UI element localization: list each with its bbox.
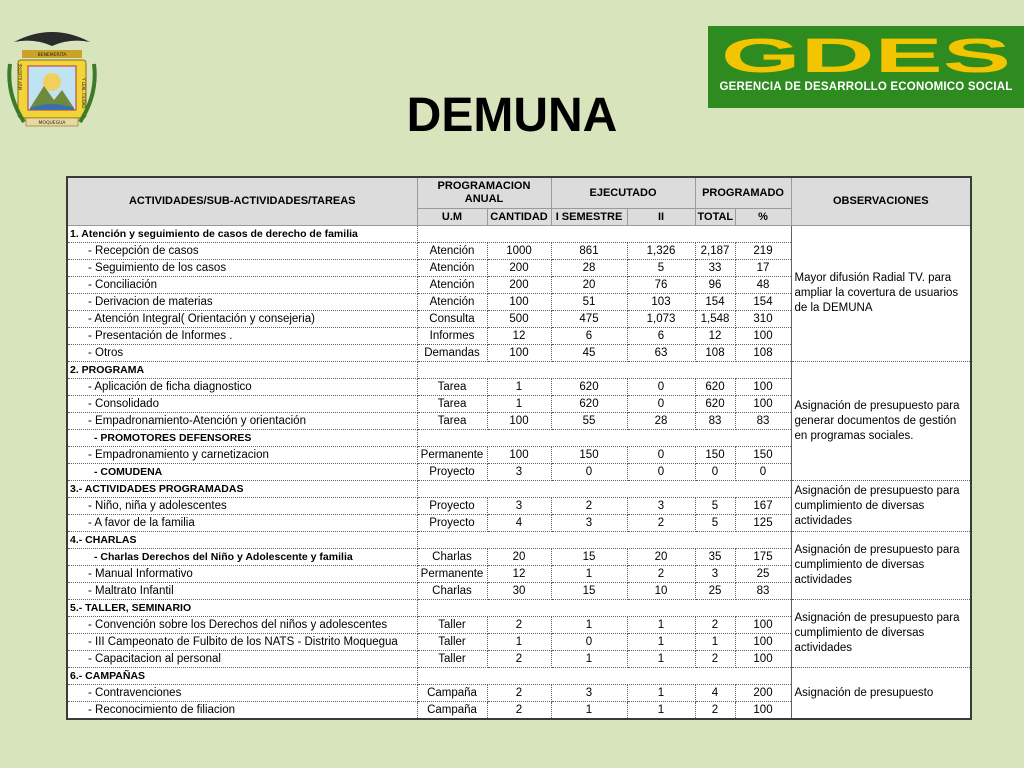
second-semester-cell: 28 [627, 413, 695, 430]
second-semester-cell: 1 [627, 617, 695, 634]
gdes-wordmark-logo [718, 34, 1014, 76]
observation-cell: Asignación de presupuesto para generar documentos de gestión en programas sociales. [791, 362, 971, 481]
section-title: 5.- TALLER, SEMINARIO [67, 600, 417, 617]
second-semester-cell: 1,073 [627, 311, 695, 328]
second-semester-cell: 2 [627, 566, 695, 583]
unit-cell: Atención [417, 260, 487, 277]
second-semester-cell: 1 [627, 634, 695, 651]
unit-cell: Taller [417, 651, 487, 668]
quantity-cell: 12 [487, 328, 551, 345]
first-semester-cell: 3 [551, 685, 627, 702]
total-cell: 154 [695, 294, 735, 311]
first-semester-cell: 15 [551, 583, 627, 600]
total-cell: 2 [695, 702, 735, 720]
total-cell: 620 [695, 379, 735, 396]
second-semester-cell: 20 [627, 549, 695, 566]
quantity-cell: 1000 [487, 243, 551, 260]
total-cell: 108 [695, 345, 735, 362]
second-semester-cell: 63 [627, 345, 695, 362]
second-semester-cell: 0 [627, 396, 695, 413]
total-cell: 2 [695, 617, 735, 634]
quantity-cell: 2 [487, 617, 551, 634]
unit-cell: Atención [417, 243, 487, 260]
percent-cell: 25 [735, 566, 791, 583]
unit-cell: Tarea [417, 413, 487, 430]
activity-label: - Recepción de casos [67, 243, 417, 260]
quantity-cell: 100 [487, 345, 551, 362]
table-body [67, 226, 971, 720]
quantity-cell: 2 [487, 685, 551, 702]
second-semester-cell: 10 [627, 583, 695, 600]
crest-top-text: BENEMERITA [37, 53, 67, 58]
first-semester-cell: 20 [551, 277, 627, 294]
section-blank-cell [417, 362, 791, 379]
first-semester-cell: 1 [551, 617, 627, 634]
first-semester-cell: 1 [551, 702, 627, 720]
unit-cell: Taller [417, 617, 487, 634]
first-semester-cell: 2 [551, 498, 627, 515]
first-semester-cell: 0 [551, 464, 627, 481]
quantity-cell: 1 [487, 634, 551, 651]
unit-cell: Charlas [417, 583, 487, 600]
first-semester-cell: 1 [551, 651, 627, 668]
percent-cell: 175 [735, 549, 791, 566]
unit-cell: Charlas [417, 549, 487, 566]
unit-cell: Taller [417, 634, 487, 651]
section-blank-cell [417, 481, 791, 498]
activity-label: - Charlas Derechos del Niño y Adolescente y familia [67, 549, 417, 566]
second-semester-cell: 1 [627, 651, 695, 668]
section-row [67, 668, 971, 685]
percent-cell: 108 [735, 345, 791, 362]
activity-label: - Seguimiento de los casos [67, 260, 417, 277]
total-cell: 1 [695, 634, 735, 651]
percent-cell: 17 [735, 260, 791, 277]
quantity-cell: 30 [487, 583, 551, 600]
quantity-cell: 2 [487, 702, 551, 720]
section-row [67, 481, 971, 498]
total-cell: 35 [695, 549, 735, 566]
gdes-wordmark-text: GDES [721, 34, 1011, 76]
section-row [67, 362, 971, 379]
percent-cell: 154 [735, 294, 791, 311]
total-cell: 0 [695, 464, 735, 481]
activity-label: - Derivacion de materias [67, 294, 417, 311]
percent-cell: 100 [735, 651, 791, 668]
section-blank-cell [417, 532, 791, 549]
unit-cell: Proyecto [417, 464, 487, 481]
activity-label: - Atención Integral( Orientación y consejeria) [67, 311, 417, 328]
total-cell: 3 [695, 566, 735, 583]
quantity-cell: 20 [487, 549, 551, 566]
percent-cell: 0 [735, 464, 791, 481]
activity-label: - Empadronamiento y carnetizacion [67, 447, 417, 464]
quantity-cell: 100 [487, 447, 551, 464]
first-semester-cell: 45 [551, 345, 627, 362]
quantity-cell: 500 [487, 311, 551, 328]
observation-cell: Asignación de presupuesto [791, 668, 971, 720]
gdes-subtitle: GERENCIA DE DESARROLLO ECONOMICO SOCIAL [719, 81, 1013, 93]
second-semester-cell: 3 [627, 498, 695, 515]
activity-label: - Capacitacion al personal [67, 651, 417, 668]
first-semester-cell: 6 [551, 328, 627, 345]
unit-cell: Tarea [417, 379, 487, 396]
unit-cell: Proyecto [417, 515, 487, 532]
quantity-cell: 200 [487, 277, 551, 294]
percent-cell: 200 [735, 685, 791, 702]
header-ejecutado: EJECUTADO [551, 177, 695, 209]
total-cell: 150 [695, 447, 735, 464]
percent-cell: 100 [735, 617, 791, 634]
section-blank-cell [417, 600, 791, 617]
second-semester-cell: 1 [627, 702, 695, 720]
first-semester-cell: 620 [551, 396, 627, 413]
unit-cell: Permanente [417, 566, 487, 583]
activity-label: - Niño, niña y adolescentes [67, 498, 417, 515]
percent-cell: 100 [735, 328, 791, 345]
total-cell: 12 [695, 328, 735, 345]
activity-label: - Conciliación [67, 277, 417, 294]
activity-label: - Manual Informativo [67, 566, 417, 583]
second-semester-cell: 103 [627, 294, 695, 311]
section-title: 1. Atención y seguimiento de casos de derecho de familia [67, 226, 417, 243]
section-blank-cell [417, 226, 791, 243]
first-semester-cell: 3 [551, 515, 627, 532]
total-cell: 1,548 [695, 311, 735, 328]
second-semester-cell: 0 [627, 379, 695, 396]
header-cantidad: CANTIDAD [487, 209, 551, 226]
quantity-cell: 200 [487, 260, 551, 277]
unit-cell: Campaña [417, 702, 487, 720]
first-semester-cell: 51 [551, 294, 627, 311]
header-activities: ACTIVIDADES/SUB-ACTIVIDADES/TAREAS [67, 177, 417, 226]
activity-label: - A favor de la familia [67, 515, 417, 532]
header-programacion: PROGRAMACION ANUAL [417, 177, 551, 209]
activity-label: - Consolidado [67, 396, 417, 413]
quantity-cell: 1 [487, 379, 551, 396]
empty-cell [417, 430, 791, 447]
unit-cell: Atención [417, 294, 487, 311]
first-semester-cell: 475 [551, 311, 627, 328]
header-observaciones: OBSERVACIONES [791, 177, 971, 226]
unit-cell: Campaña [417, 685, 487, 702]
activity-label: - Aplicación de ficha diagnostico [67, 379, 417, 396]
total-cell: 33 [695, 260, 735, 277]
total-cell: 4 [695, 685, 735, 702]
second-semester-cell: 2 [627, 515, 695, 532]
section-title: 6.- CAMPAÑAS [67, 668, 417, 685]
activity-label: - Presentación de Informes . [67, 328, 417, 345]
unit-cell: Proyecto [417, 498, 487, 515]
page-title: DEMUNA [406, 89, 618, 142]
quantity-cell: 3 [487, 464, 551, 481]
activity-label: - III Campeonato de Fulbito de los NATS - Distrito Moquegua [67, 634, 417, 651]
observation-cell: Asignación de presupuesto para cumplimiento de diversas actividades [791, 481, 971, 532]
percent-cell: 48 [735, 277, 791, 294]
activity-label: - Contravenciones [67, 685, 417, 702]
first-semester-cell: 150 [551, 447, 627, 464]
observation-cell: Asignación de presupuesto para cumplimiento de diversas actividades [791, 600, 971, 668]
percent-cell: 100 [735, 396, 791, 413]
activity-label: - PROMOTORES DEFENSORES [67, 430, 417, 447]
header-sem2: II [627, 209, 695, 226]
header-pct: % [735, 209, 791, 226]
unit-cell: Demandas [417, 345, 487, 362]
second-semester-cell: 1,326 [627, 243, 695, 260]
second-semester-cell: 5 [627, 260, 695, 277]
percent-cell: 150 [735, 447, 791, 464]
percent-cell: 83 [735, 413, 791, 430]
section-blank-cell [417, 668, 791, 685]
section-title: 4.- CHARLAS [67, 532, 417, 549]
activity-label: - Empadronamiento-Atención y orientación [67, 413, 417, 430]
quantity-cell: 4 [487, 515, 551, 532]
quantity-cell: 1 [487, 396, 551, 413]
second-semester-cell: 1 [627, 685, 695, 702]
quantity-cell: 2 [487, 651, 551, 668]
activity-label: - Maltrato Infantil [67, 583, 417, 600]
header-total: TOTAL [695, 209, 735, 226]
observation-cell: Asignación de presupuesto para cumplimiento de diversas actividades [791, 532, 971, 600]
total-cell: 2 [695, 651, 735, 668]
section-row [67, 600, 971, 617]
quantity-cell: 100 [487, 294, 551, 311]
activity-label: - Convención sobre los Derechos del niños y adolescentes [67, 617, 417, 634]
second-semester-cell: 6 [627, 328, 695, 345]
total-cell: 83 [695, 413, 735, 430]
quantity-cell: 3 [487, 498, 551, 515]
crest-right-text: Y LEAL CIUDAD [81, 78, 86, 109]
quantity-cell: 100 [487, 413, 551, 430]
activity-label: - Otros [67, 345, 417, 362]
total-cell: 96 [695, 277, 735, 294]
first-semester-cell: 55 [551, 413, 627, 430]
total-cell: 25 [695, 583, 735, 600]
unit-cell: Permanente [417, 447, 487, 464]
percent-cell: 219 [735, 243, 791, 260]
total-cell: 5 [695, 498, 735, 515]
percent-cell: 125 [735, 515, 791, 532]
table-header [67, 177, 971, 226]
section-row [67, 226, 971, 243]
activity-label: - COMUDENA [67, 464, 417, 481]
total-cell: 2,187 [695, 243, 735, 260]
header-sem1: I SEMESTRE [551, 209, 627, 226]
first-semester-cell: 15 [551, 549, 627, 566]
first-semester-cell: 0 [551, 634, 627, 651]
unit-cell: Tarea [417, 396, 487, 413]
unit-cell: Atención [417, 277, 487, 294]
total-cell: 620 [695, 396, 735, 413]
total-cell: 5 [695, 515, 735, 532]
first-semester-cell: 620 [551, 379, 627, 396]
second-semester-cell: 0 [627, 464, 695, 481]
quantity-cell: 12 [487, 566, 551, 583]
observation-cell: Mayor difusión Radial TV. para ampliar la covertura de usuarios de la DEMUNA [791, 226, 971, 362]
second-semester-cell: 76 [627, 277, 695, 294]
unit-cell: Consulta [417, 311, 487, 328]
first-semester-cell: 28 [551, 260, 627, 277]
percent-cell: 100 [735, 379, 791, 396]
first-semester-cell: 1 [551, 566, 627, 583]
header-um: U.M [417, 209, 487, 226]
activities-table [66, 176, 972, 720]
crest-left-text: MUY ILUSTRE [18, 63, 23, 90]
second-semester-cell: 0 [627, 447, 695, 464]
activity-label: - Reconocimiento de filiacion [67, 702, 417, 720]
percent-cell: 100 [735, 634, 791, 651]
percent-cell: 310 [735, 311, 791, 328]
unit-cell: Informes [417, 328, 487, 345]
section-row [67, 532, 971, 549]
percent-cell: 100 [735, 702, 791, 720]
percent-cell: 83 [735, 583, 791, 600]
crest-bottom-text: MOQUEGUA [38, 121, 66, 126]
section-title: 2. PROGRAMA [67, 362, 417, 379]
first-semester-cell: 861 [551, 243, 627, 260]
header-programado: PROGRAMADO [695, 177, 791, 209]
section-title: 3.- ACTIVIDADES PROGRAMADAS [67, 481, 417, 498]
percent-cell: 167 [735, 498, 791, 515]
